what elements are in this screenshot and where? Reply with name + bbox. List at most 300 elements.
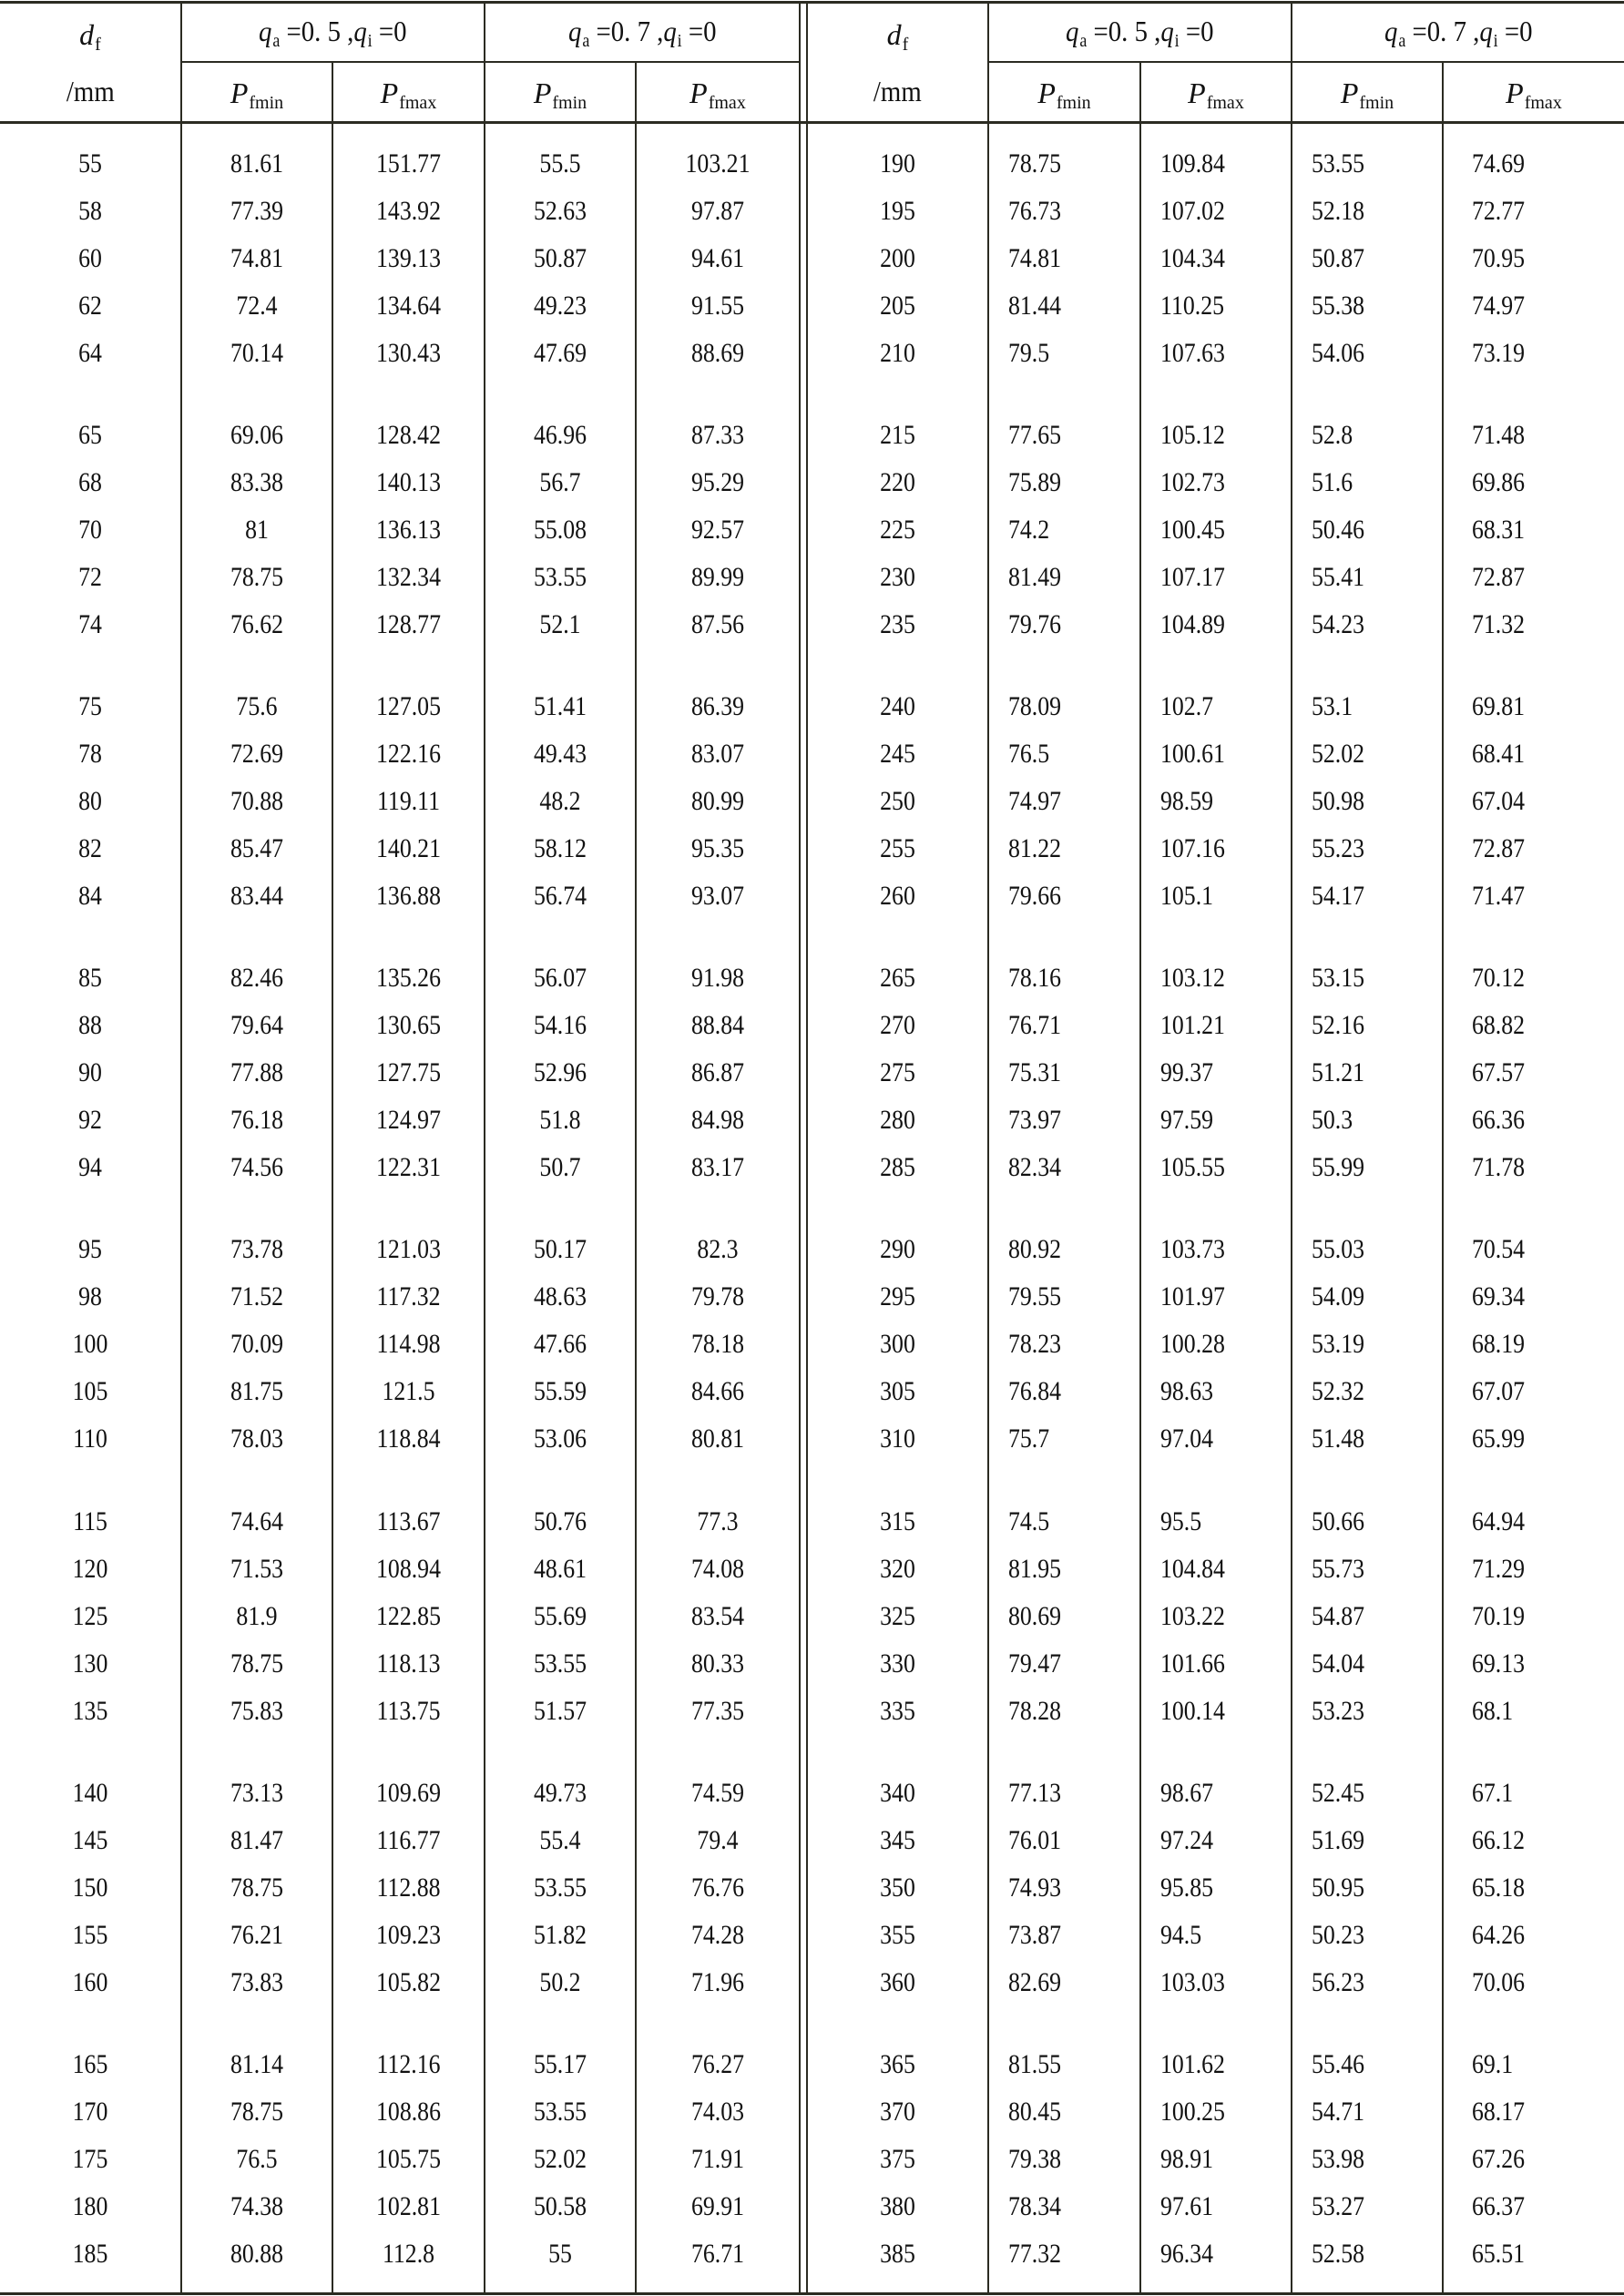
- pfmin-qa07-cell: 50.98: [1312, 786, 1365, 817]
- pfmax-qa05-cell: 100.28: [1160, 1329, 1225, 1360]
- p-sub: fmin: [1359, 93, 1394, 113]
- pfmin-qa07-cell: 51.8: [539, 1105, 581, 1136]
- df-cell: 250: [880, 786, 915, 817]
- pfmax-qa07-cell: 84.66: [690, 1376, 745, 1407]
- pfmax-qa05-cell: 108.86: [376, 2096, 441, 2127]
- p-symbol: P: [230, 77, 249, 109]
- pfmin-qa07-cell: 54.06: [1312, 338, 1365, 368]
- df-cell: 125: [72, 1600, 108, 1631]
- pfmax-qa07-cell: 88.84: [690, 1010, 745, 1041]
- pfmin-qa05-cell: 78.16: [1008, 963, 1062, 994]
- pfmax-qa07-cell: 91.98: [690, 963, 745, 994]
- pfmin-qa07-cell: 51.41: [533, 691, 587, 722]
- pfmin-qa07-cell: 50.23: [1312, 1919, 1365, 1950]
- pfmax-qa05-cell: 107.63: [1160, 338, 1225, 368]
- df-cell: 195: [880, 196, 915, 226]
- qi-value: =0: [681, 15, 717, 47]
- pfmax-qa05-cell: 140.13: [376, 467, 441, 498]
- pfmin-qa05-cell: 76.5: [236, 2143, 278, 2174]
- pfmin-qa05-cell: 73.78: [230, 1234, 284, 1265]
- pfmin-qa07-cell: 53.55: [533, 1872, 587, 1903]
- df-cell: 385: [880, 2238, 915, 2269]
- qa-sub: a: [1398, 31, 1406, 51]
- qi-sub: i: [1493, 31, 1498, 51]
- df-cell: 200: [880, 243, 915, 273]
- pfmax-qa05-cell: 98.59: [1160, 786, 1214, 817]
- pfmax-qa05-cell: 98.67: [1160, 1777, 1214, 1808]
- df-cell: 105: [72, 1376, 108, 1407]
- pfmin-qa07-cell: 47.69: [533, 338, 587, 368]
- df-cell: 88: [78, 1010, 102, 1041]
- pfmin-qa07-cell: 51.48: [1312, 1424, 1365, 1454]
- pfmin-qa07-cell: 53.27: [1312, 2190, 1365, 2221]
- pfmin-qa05-cell: 79.55: [1008, 1281, 1062, 1312]
- pfmax-qa07-cell: 71.29: [1472, 1553, 1526, 1584]
- pfmin-qa07-cell: 55.46: [1312, 2048, 1365, 2079]
- pfmin-qa05-cell: 78.75: [230, 1648, 284, 1679]
- pfmax-qa07-cell: 89.99: [690, 562, 745, 593]
- pfmin-qa05-cell: 76.01: [1008, 1824, 1062, 1855]
- pfmin-qa05-cell: 75.83: [230, 1695, 284, 1726]
- pfmax-qa07-cell: 92.57: [690, 515, 745, 546]
- pfmin-qa05-cell: 74.81: [1008, 243, 1062, 273]
- pfmax-qa05-cell: 98.63: [1160, 1376, 1214, 1407]
- pfmin-qa07-cell: 56.07: [533, 963, 587, 994]
- pfmin-qa07-cell: 50.46: [1312, 515, 1365, 546]
- df-cell: 180: [72, 2190, 108, 2221]
- pfmax-qa05-cell: 109.23: [376, 1919, 441, 1950]
- pfmax-qa07-cell: 76.71: [690, 2238, 745, 2269]
- pfmin-qa07-cell: 54.87: [1312, 1600, 1365, 1631]
- pfmax-qa07-cell: 86.87: [690, 1057, 745, 1088]
- df-cell: 150: [72, 1872, 108, 1903]
- df-cell: 58: [78, 196, 102, 226]
- df-cell: 300: [880, 1329, 915, 1360]
- df-cell: 350: [880, 1872, 915, 1903]
- pfmax-qa05-cell: 97.59: [1160, 1105, 1214, 1136]
- p-sub: fmax: [708, 93, 746, 113]
- df-cell: 255: [880, 833, 915, 864]
- pfmax-qa07-cell: 68.41: [1472, 739, 1526, 770]
- pfmax-qa07-cell: 76.76: [690, 1872, 745, 1903]
- pfmax-qa07-cell: 72.87: [1472, 833, 1526, 864]
- df-subscript: f: [902, 35, 909, 55]
- df-cell: 310: [880, 1424, 915, 1454]
- p-symbol: P: [380, 77, 399, 109]
- p-sub: fmax: [1524, 93, 1562, 113]
- pfmin-qa05-cell: 79.47: [1008, 1648, 1062, 1679]
- pfmin-qa07-cell: 54.23: [1312, 609, 1365, 640]
- df-cell: 145: [72, 1824, 108, 1855]
- pfmin-qa05-cell: 81.49: [1008, 562, 1062, 593]
- pfmin-qa05-cell: 79.66: [1008, 881, 1062, 912]
- p-symbol: P: [1506, 77, 1524, 109]
- pfmin-qa05-cell: 85.47: [230, 833, 284, 864]
- pfmax-qa07-cell: 65.18: [1472, 1872, 1526, 1903]
- pfmin-qa05-cell: 74.5: [1008, 1505, 1050, 1536]
- df-cell: 115: [73, 1505, 107, 1536]
- pfmax-qa05-cell: 105.55: [1160, 1152, 1225, 1183]
- pfmin-qa05-cell: 74.56: [230, 1152, 284, 1183]
- pfmax-qa05-cell: 139.13: [376, 243, 441, 273]
- df-cell: 70: [78, 515, 102, 546]
- pfmin-qa05-cell: 74.2: [1008, 515, 1050, 546]
- pfmax-qa05-cell: 100.61: [1160, 739, 1225, 770]
- df-cell: 270: [880, 1010, 915, 1041]
- pfmin-qa07-cell: 50.3: [1312, 1105, 1353, 1136]
- p-sub: fmin: [249, 93, 284, 113]
- pfmin-qa05-cell: 78.28: [1008, 1695, 1062, 1726]
- pfmin-qa05-cell: 74.97: [1008, 786, 1062, 817]
- pfmax-qa05-cell: 96.34: [1160, 2238, 1214, 2269]
- pfmax-qa07-cell: 80.81: [690, 1424, 745, 1454]
- pfmax-qa05-cell: 101.66: [1160, 1648, 1225, 1679]
- pfmax-qa05-cell: 102.73: [1160, 467, 1225, 498]
- pfmax-qa05-cell: 107.17: [1160, 562, 1225, 593]
- qa-symbol: q: [568, 15, 582, 47]
- pfmax-qa07-cell: 95.29: [690, 467, 745, 498]
- df-cell: 135: [72, 1695, 108, 1726]
- header-bottom-rule: [0, 121, 1624, 124]
- pfmin-qa07-cell: 50.2: [539, 1966, 581, 1997]
- pfmin-qa07-cell: 53.15: [1312, 963, 1365, 994]
- pfmax-qa07-cell: 71.47: [1472, 881, 1526, 912]
- pfmax-qa07-cell: 74.59: [690, 1777, 745, 1808]
- pfmax-qa07-cell: 71.91: [690, 2143, 745, 2174]
- pfmin-qa05-cell: 79.64: [230, 1010, 284, 1041]
- pfmin-qa07-cell: 55.08: [533, 515, 587, 546]
- pfmin-qa07-cell: 52.63: [533, 196, 587, 226]
- pfmax-qa07-cell: 72.77: [1472, 196, 1526, 226]
- pfmin-qa07-cell: 55.23: [1312, 833, 1365, 864]
- pfmin-qa07-cell: 49.43: [533, 739, 587, 770]
- df-symbol: d: [886, 18, 902, 51]
- pfmax-qa07-cell: 83.17: [690, 1152, 745, 1183]
- pfmin-qa07-cell: 52.8: [1312, 420, 1353, 451]
- pfmax-qa07-cell: 71.78: [1472, 1152, 1526, 1183]
- pfmin-qa05-cell: 77.13: [1008, 1777, 1062, 1808]
- pfmin-qa05-cell: 78.23: [1008, 1329, 1062, 1360]
- pfmax-qa07-cell: 64.94: [1472, 1505, 1526, 1536]
- pfmax-qa07-cell: 83.07: [690, 739, 745, 770]
- pfmax-qa07-cell: 78.18: [690, 1329, 745, 1360]
- pfmin-qa07-cell: 50.17: [533, 1234, 587, 1265]
- pfmin-qa05-cell: 76.73: [1008, 196, 1062, 226]
- df-cell: 320: [880, 1553, 915, 1584]
- pfmin-qa05-cell: 73.13: [230, 1777, 284, 1808]
- pfmax-qa05-cell: 97.24: [1160, 1824, 1214, 1855]
- df-cell: 295: [880, 1281, 915, 1312]
- pfmax-qa07-cell: 74.69: [1472, 148, 1526, 179]
- pfmax-qa07-cell: 69.34: [1472, 1281, 1526, 1312]
- pfmin-qa05-cell: 78.03: [230, 1424, 284, 1454]
- pfmax-qa05-cell: 109.84: [1160, 148, 1225, 179]
- pfmax-qa07-cell: 72.87: [1472, 562, 1526, 593]
- df-cell: 335: [880, 1695, 915, 1726]
- df-unit: [808, 73, 987, 109]
- pfmax-qa07-cell: 68.17: [1472, 2096, 1526, 2127]
- pfmin-qa07-cell: 48.63: [533, 1281, 587, 1312]
- qi-value: =0: [1497, 15, 1533, 47]
- qa-sub: a: [582, 31, 590, 51]
- p-sub: fmin: [552, 93, 587, 113]
- pfmax-qa05-cell: 98.91: [1160, 2143, 1214, 2174]
- pfmin-qa07-cell: 52.32: [1312, 1376, 1365, 1407]
- col-rule: [1139, 62, 1141, 2294]
- pfmin-qa07-cell: 55.03: [1312, 1234, 1365, 1265]
- pfmax-qa05-cell: 134.64: [376, 291, 441, 321]
- df-cell: 330: [880, 1648, 915, 1679]
- df-cell: 90: [78, 1057, 102, 1088]
- pfmax-qa05-cell: 112.16: [376, 2048, 441, 2079]
- pfmin-qa05-cell: 72.4: [236, 291, 278, 321]
- pfmax-qa05-cell: 121.03: [376, 1234, 441, 1265]
- pfmin-qa05-cell: 78.75: [230, 2096, 284, 2127]
- table-bottom-rule: [0, 2292, 1624, 2295]
- df-cell: 85: [78, 963, 102, 994]
- pfmin-qa07-cell: 55.38: [1312, 291, 1365, 321]
- pfmax-header: [1444, 75, 1624, 111]
- pfmax-qa05-cell: 143.92: [376, 196, 441, 226]
- pfmax-qa07-cell: 68.31: [1472, 515, 1526, 546]
- pfmax-qa05-cell: 127.75: [376, 1057, 441, 1088]
- pfmin-qa07-cell: 53.98: [1312, 2143, 1365, 2174]
- pfmax-qa07-cell: 74.03: [690, 2096, 745, 2127]
- pfmin-qa07-cell: 52.02: [1312, 739, 1365, 770]
- df-cell: 130: [72, 1648, 108, 1679]
- df-cell: 72: [78, 562, 102, 593]
- pfmax-qa05-cell: 105.1: [1160, 881, 1214, 912]
- pfmax-qa07-cell: 67.1: [1472, 1777, 1514, 1808]
- pfmin-qa07-cell: 52.45: [1312, 1777, 1365, 1808]
- pfmin-qa05-cell: 79.5: [1008, 338, 1050, 368]
- df-cell: 345: [880, 1824, 915, 1855]
- pfmin-qa07-cell: 55.5: [539, 148, 581, 179]
- pfmax-qa07-cell: 65.51: [1472, 2238, 1526, 2269]
- pfmax-qa07-cell: 69.81: [1472, 691, 1526, 722]
- col-rule: [1291, 2, 1292, 2294]
- pfmin-qa07-cell: 52.02: [533, 2143, 587, 2174]
- pfmax-qa07-cell: 68.1: [1472, 1695, 1514, 1726]
- pfmax-qa07-cell: 69.86: [1472, 467, 1526, 498]
- pfmax-qa07-cell: 66.36: [1472, 1105, 1526, 1136]
- pfmax-qa05-cell: 130.65: [376, 1010, 441, 1041]
- pfmin-qa07-cell: 48.61: [533, 1553, 587, 1584]
- df-cell: 360: [880, 1966, 915, 1997]
- pfmin-qa07-cell: 49.73: [533, 1777, 587, 1808]
- pfmin-qa07-cell: 50.95: [1312, 1872, 1365, 1903]
- df-cell: 78: [78, 739, 102, 770]
- col-rule: [332, 62, 333, 2294]
- df-cell: 74: [78, 609, 102, 640]
- pfmin-qa05-cell: 78.75: [230, 562, 284, 593]
- pfmax-qa05-cell: 136.13: [376, 515, 441, 546]
- p-sub: fmax: [399, 93, 437, 113]
- pfmax-qa07-cell: 79.78: [690, 1281, 745, 1312]
- pfmin-qa07-cell: 54.09: [1312, 1281, 1365, 1312]
- pfmin-qa05-cell: 76.5: [1008, 739, 1050, 770]
- qi-sub: i: [1174, 31, 1180, 51]
- col-rule: [484, 2, 485, 2294]
- pfmax-qa07-cell: 86.39: [690, 691, 745, 722]
- pfmin-qa07-cell: 58.12: [533, 833, 587, 864]
- group-header-qa05: [989, 13, 1291, 49]
- pfmin-qa05-cell: 69.06: [230, 420, 284, 451]
- pfmax-qa07-cell: 97.87: [690, 196, 745, 226]
- df-cell: 82: [78, 833, 102, 864]
- pfmax-qa07-cell: 79.4: [697, 1824, 739, 1855]
- pfmin-qa07-cell: 52.58: [1312, 2238, 1365, 2269]
- pfmin-qa07-cell: 52.96: [533, 1057, 587, 1088]
- pfmin-qa07-cell: 56.23: [1312, 1966, 1365, 1997]
- df-unit-text: /mm: [66, 75, 115, 107]
- pfmax-qa05-cell: 104.84: [1160, 1553, 1225, 1584]
- df-cell: 80: [78, 786, 102, 817]
- pfmax-qa07-cell: 68.82: [1472, 1010, 1526, 1041]
- df-cell: 260: [880, 881, 915, 912]
- pfmax-qa05-cell: 103.22: [1160, 1600, 1225, 1631]
- df-header: [808, 16, 987, 53]
- pfmin-qa07-cell: 56.7: [539, 467, 581, 498]
- pfmax-qa05-cell: 97.61: [1160, 2190, 1214, 2221]
- pfmin-qa07-cell: 51.57: [533, 1695, 587, 1726]
- qa-sub: a: [1079, 31, 1088, 51]
- df-unit: [0, 73, 180, 109]
- p-symbol: P: [533, 77, 552, 109]
- pfmax-qa07-cell: 71.48: [1472, 420, 1526, 451]
- pfmin-qa07-cell: 50.7: [539, 1152, 581, 1183]
- pfmax-qa05-cell: 102.81: [376, 2190, 441, 2221]
- pfmin-qa05-cell: 80.88: [230, 2238, 284, 2269]
- qi-value: =0: [1179, 15, 1214, 47]
- pfmax-qa07-cell: 74.28: [690, 1919, 745, 1950]
- df-cell: 95: [78, 1234, 102, 1265]
- pfmin-qa05-cell: 80.45: [1008, 2096, 1062, 2127]
- pfmax-qa05-cell: 101.97: [1160, 1281, 1225, 1312]
- pfmin-qa07-cell: 55.59: [533, 1376, 587, 1407]
- pfmax-qa07-cell: 74.97: [1472, 291, 1526, 321]
- group-header-qa07: [485, 13, 800, 49]
- df-cell: 62: [78, 291, 102, 321]
- df-cell: 170: [72, 2096, 108, 2127]
- pfmax-qa05-cell: 102.7: [1160, 691, 1214, 722]
- pfmax-qa05-cell: 119.11: [376, 786, 441, 817]
- pfmin-qa07-cell: 55.99: [1312, 1152, 1365, 1183]
- df-cell: 175: [72, 2143, 108, 2174]
- pfmax-qa05-cell: 112.8: [382, 2238, 435, 2269]
- pfmax-qa05-cell: 122.31: [376, 1152, 441, 1183]
- df-cell: 120: [72, 1553, 108, 1584]
- df-cell: 55: [78, 148, 102, 179]
- pfmin-header: [1292, 75, 1442, 111]
- qi-symbol: q: [353, 15, 367, 47]
- df-cell: 64: [78, 338, 102, 368]
- pfmax-qa07-cell: 74.08: [690, 1553, 745, 1584]
- pfmin-qa05-cell: 75.6: [236, 691, 278, 722]
- pfmax-qa05-cell: 130.43: [376, 338, 441, 368]
- pfmin-qa05-cell: 82.69: [1008, 1966, 1062, 1997]
- pfmin-qa05-cell: 70.09: [230, 1329, 284, 1360]
- df-cell: 205: [880, 291, 915, 321]
- df-cell: 230: [880, 562, 915, 593]
- pfmin-qa07-cell: 51.6: [1312, 467, 1353, 498]
- pfmax-qa07-cell: 71.32: [1472, 609, 1526, 640]
- pfmin-qa05-cell: 81.44: [1008, 291, 1062, 321]
- qi-symbol: q: [1160, 15, 1174, 47]
- pfmax-header: [637, 75, 799, 111]
- pfmin-qa05-cell: 76.21: [230, 1919, 284, 1950]
- qa-symbol: q: [1066, 15, 1079, 47]
- df-unit-text: /mm: [873, 75, 922, 107]
- pfmax-qa05-cell: 108.94: [376, 1553, 441, 1584]
- df-cell: 265: [880, 963, 915, 994]
- pfmin-qa05-cell: 75.89: [1008, 467, 1062, 498]
- pfmin-qa05-cell: 79.76: [1008, 609, 1062, 640]
- df-subscript: f: [95, 35, 101, 55]
- pfmax-qa05-cell: 100.45: [1160, 515, 1225, 546]
- p-sub: fmax: [1206, 93, 1244, 113]
- pfmax-qa05-cell: 101.62: [1160, 2048, 1225, 2079]
- qi-value: =0: [372, 15, 407, 47]
- pfmax-qa07-cell: 91.55: [690, 291, 745, 321]
- col-rule: [987, 2, 989, 2294]
- pfmin-qa05-cell: 81.61: [230, 148, 284, 179]
- pfmin-qa07-cell: 53.55: [1312, 148, 1365, 179]
- pfmax-qa07-cell: 70.95: [1472, 243, 1526, 273]
- col-rule: [1442, 62, 1444, 2294]
- pfmin-qa05-cell: 73.87: [1008, 1919, 1062, 1950]
- df-cell: 315: [880, 1505, 915, 1536]
- group-header-qa07: [1292, 13, 1624, 49]
- p-symbol: P: [1340, 77, 1359, 109]
- pfmin-qa05-cell: 81.14: [230, 2048, 284, 2079]
- pfmax-header: [1141, 75, 1291, 111]
- pfmax-qa07-cell: 83.54: [690, 1600, 745, 1631]
- df-cell: 92: [78, 1105, 102, 1136]
- pfmax-qa05-cell: 94.5: [1160, 1919, 1202, 1950]
- pfmin-qa05-cell: 76.71: [1008, 1010, 1062, 1041]
- df-header: [0, 16, 180, 53]
- pfmax-qa05-cell: 128.42: [376, 420, 441, 451]
- df-cell: 375: [880, 2143, 915, 2174]
- pfmin-qa07-cell: 52.18: [1312, 196, 1365, 226]
- df-cell: 94: [78, 1152, 102, 1183]
- pfmax-qa07-cell: 67.04: [1472, 786, 1526, 817]
- pfmax-qa07-cell: 69.1: [1472, 2048, 1514, 2079]
- pfmax-qa07-cell: 77.3: [697, 1505, 739, 1536]
- pfmin-qa07-cell: 53.06: [533, 1424, 587, 1454]
- pfmin-qa05-cell: 70.14: [230, 338, 284, 368]
- qa-symbol: q: [259, 15, 272, 47]
- df-cell: 325: [880, 1600, 915, 1631]
- pfmin-qa07-cell: 53.55: [533, 1648, 587, 1679]
- qa-value: =0. 7 ,: [589, 15, 664, 47]
- pfmax-qa07-cell: 70.19: [1472, 1600, 1526, 1631]
- pfmin-qa05-cell: 77.32: [1008, 2238, 1062, 2269]
- pfmax-qa05-cell: 107.16: [1160, 833, 1225, 864]
- pfmax-qa05-cell: 105.12: [1160, 420, 1225, 451]
- group-header-qa05: [182, 13, 484, 49]
- pfmin-qa05-cell: 77.88: [230, 1057, 284, 1088]
- df-cell: 185: [72, 2238, 108, 2269]
- pfmax-header: [333, 75, 484, 111]
- pfmin-qa05-cell: 80.92: [1008, 1234, 1062, 1265]
- pfmin-qa07-cell: 51.82: [533, 1919, 587, 1950]
- qi-symbol: q: [1479, 15, 1493, 47]
- pfmax-qa05-cell: 95.85: [1160, 1872, 1214, 1903]
- df-cell: 225: [880, 515, 915, 546]
- pfmin-qa07-cell: 55.73: [1312, 1553, 1365, 1584]
